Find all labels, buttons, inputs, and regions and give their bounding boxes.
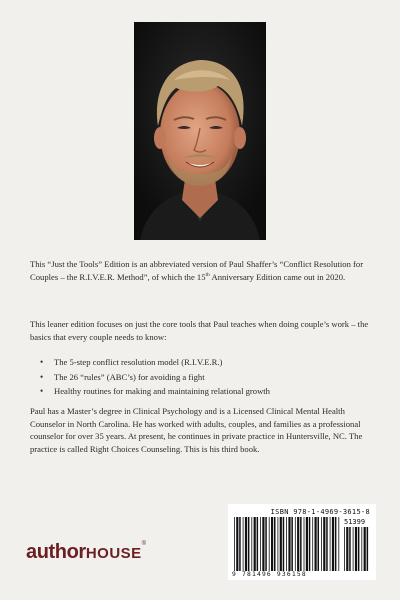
price-code: 51399: [344, 518, 366, 526]
tools-bullet-list: [40, 355, 370, 399]
registered-mark: ®: [141, 541, 147, 547]
intro-paragraph: [30, 258, 372, 283]
price-barcode-bars: [344, 527, 370, 571]
bullet-item: • The 26 “rules” (ABC’s) for avoiding a fight: [40, 370, 370, 385]
intro-text-a: This “Just the Tools” Edition is an abbreviated version of Paul Shaffer’s “Conflict Resolution for Couples – the R.I.V.E.R. Method”, of which the 15: [30, 259, 364, 282]
isbn-barcode: [228, 504, 376, 580]
bullet-item: • Healthy routines for making and maintaining relational growth: [40, 384, 370, 399]
author-photo: [134, 22, 266, 240]
lean-edition-paragraph: This leaner edition focuses on just the core tools that Paul teaches when doing couple’s work – the basics that every couple needs to know:: [30, 319, 369, 342]
bullet-item: • The 5-step conflict resolution model (R.I.V.E.R.): [40, 355, 370, 370]
intro-text-b: Anniversary Edition came out in 2020.: [209, 271, 346, 282]
bio-paragraph: Paul has a Master’s degree in Clinical Psychology and is a Licensed Clinical Mental Health Counselor in North Carolina. He has worked with adults, couples, and families as a professional counselor for over 35 years. At present, he continues in private practice in Huntersville, NC. The practice is called Right Choices Counseling. This is his third book.: [30, 406, 363, 454]
publisher-logo-part2: HOUSE: [85, 545, 142, 562]
isbn-number: ISBN 978-1-4969-3615-8: [270, 508, 370, 516]
ean-number: 9 781496 936158: [232, 571, 307, 578]
publisher-logo-part1: author: [26, 541, 86, 563]
intro-ordinal: th: [205, 271, 210, 278]
publisher-logo: [26, 541, 146, 564]
ean-barcode-bars: [234, 517, 340, 571]
